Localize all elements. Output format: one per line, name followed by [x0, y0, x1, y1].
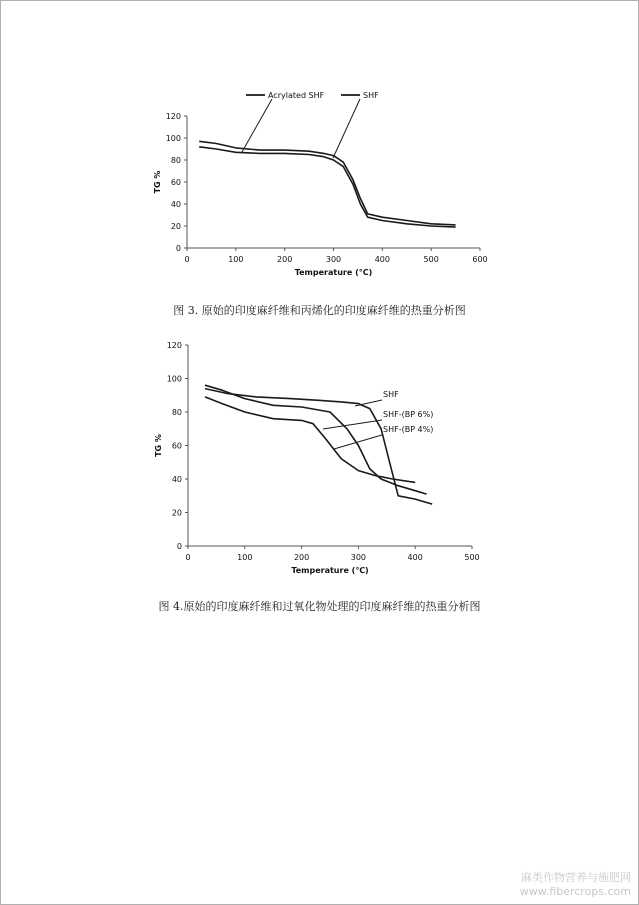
- fig3-legend-label: SHF: [363, 91, 379, 100]
- fig4-series-label: SHF-(BP 4%): [383, 425, 434, 434]
- fig3-y-tick-label: 0: [175, 244, 181, 253]
- fig3-x-tick-label: 300: [325, 255, 342, 264]
- fig4-y-tick-label: 0: [176, 542, 182, 551]
- fig4-leader-line: [323, 420, 382, 429]
- fig3-x-axis-label: Temperature (°C): [294, 268, 373, 277]
- watermark-name: 麻类作物营养与施肥网: [521, 871, 631, 884]
- fig3-legend-label: Acrylated SHF: [268, 91, 325, 100]
- fig4-x-tick-label: 200: [293, 553, 310, 562]
- fig4-series-line-1: [205, 389, 432, 505]
- fig3-x-tick-label: 500: [423, 255, 439, 264]
- fig3-x-tick-label: 100: [228, 255, 244, 264]
- fig4-y-tick-label: 20: [171, 508, 182, 518]
- fig4-series-label: SHF: [383, 390, 399, 399]
- fig3-y-tick-label: 20: [170, 222, 181, 231]
- fig3-x-tick-label: 600: [472, 255, 488, 264]
- fig3-x-tick-label: 400: [374, 255, 390, 264]
- fig4-leader-line: [334, 435, 382, 449]
- fig4-x-tick-label: 500: [464, 553, 480, 562]
- watermark-url: www.fibercrops.com: [519, 885, 631, 898]
- fig4-y-tick-label: 120: [166, 341, 182, 350]
- fig3-y-tick-label: 100: [165, 134, 181, 143]
- fig3-y-tick-label: 60: [170, 178, 181, 187]
- fig3-y-axis-label: TG %: [153, 170, 162, 194]
- fig4-x-axis-label: Temperature (℃): [291, 566, 369, 575]
- fig3-x-tick-label: 0: [184, 255, 190, 264]
- fig4-leader-line: [355, 400, 382, 406]
- fig4-x-tick-label: 400: [407, 553, 423, 562]
- fig4-series-label: SHF-(BP 6%): [383, 410, 434, 419]
- watermark: [520, 871, 631, 899]
- fig4-x-tick-label: 300: [350, 553, 367, 562]
- figure-3-caption: 图 3. 原始的印度麻纤维和丙烯化的印度麻纤维的热重分析图: [173, 304, 466, 317]
- fig3-x-tick-label: 200: [277, 255, 293, 264]
- fig4-y-tick-label: 100: [166, 374, 182, 384]
- fig3-y-tick-label: 120: [165, 112, 181, 121]
- fig3-y-tick-label: 40: [170, 200, 181, 209]
- figure-4-caption: 图 4.原始的印度麻纤维和过氧化物处理的印度麻纤维的热重分析图: [158, 600, 481, 613]
- fig4-y-tick-label: 40: [171, 475, 182, 484]
- fig3-y-tick-label: 80: [170, 156, 181, 165]
- fig4-x-tick-label: 100: [237, 553, 253, 562]
- fig4-y-tick-label: 60: [171, 441, 182, 451]
- fig4-y-axis-label: TG %: [154, 434, 163, 457]
- fig4-y-tick-label: 80: [171, 408, 182, 417]
- fig4-x-tick-label: 0: [185, 553, 191, 562]
